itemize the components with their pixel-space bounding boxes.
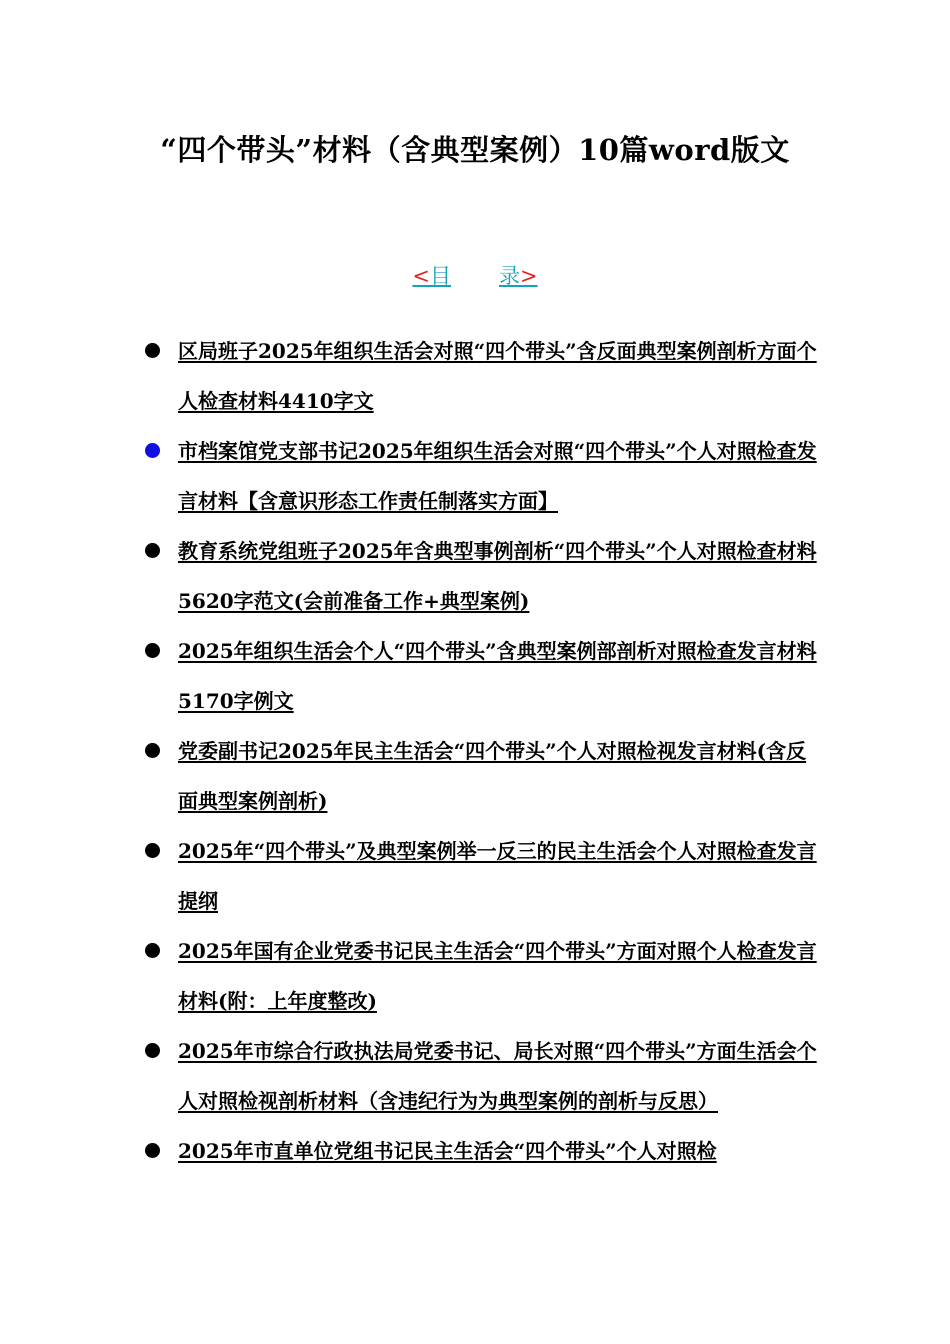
toc-item	[0, 1026, 950, 1126]
bullet-icon	[145, 543, 160, 558]
toc-item	[0, 626, 950, 726]
toc-item-link[interactable]: 2025年市综合行政执法局党委书记、局长对照“四个带头”方面生活会个人对照检视剖析材料（含违纪行为为典型案例的剖析与反思）	[178, 1039, 817, 1113]
toc-item-link[interactable]: 2025年国有企业党委书记民主生活会“四个带头”方面对照个人检查发言材料(附：上年度整改)	[178, 939, 817, 1013]
bullet-icon	[145, 743, 160, 758]
toc-item-link[interactable]: 区局班子2025年组织生活会对照“四个带头”含反面典型案例剖析方面个人检查材料4410字文	[178, 339, 817, 413]
toc-item	[0, 826, 950, 926]
bullet-icon	[145, 1043, 160, 1058]
toc-item	[0, 926, 950, 1026]
toc-item	[0, 326, 950, 426]
toc-heading-left: 目	[430, 264, 451, 288]
toc-item-link[interactable]: 教育系统党组班子2025年含典型事例剖析“四个带头”个人对照检查材料5620字范文(会前准备工作+典型案例)	[178, 539, 817, 613]
toc-heading-right: 录	[499, 264, 520, 288]
toc-item	[0, 1126, 950, 1176]
bullet-icon	[145, 843, 160, 858]
toc-item-link[interactable]: 2025年市直单位党组书记民主生活会“四个带头”个人对照检	[178, 1139, 717, 1163]
bullet-icon	[145, 643, 160, 658]
toc-heading-link[interactable]	[412, 264, 537, 288]
toc-heading	[0, 260, 950, 290]
bullet-icon	[145, 443, 160, 458]
toc-item-link[interactable]: 市档案馆党支部书记2025年组织生活会对照“四个带头”个人对照检查发言材料【含意识形态工作责任制落实方面】	[178, 439, 817, 513]
bullet-icon	[145, 943, 160, 958]
toc-item	[0, 726, 950, 826]
toc-open-bracket: <	[412, 264, 430, 288]
toc-item	[0, 526, 950, 626]
bullet-icon	[145, 1143, 160, 1158]
toc-item-link[interactable]: 党委副书记2025年民主生活会“四个带头”个人对照检视发言材料(含反面典型案例剖析)	[178, 739, 807, 813]
toc-item-link[interactable]: 2025年“四个带头”及典型案例举一反三的民主生活会个人对照检查发言提纲	[178, 839, 817, 913]
toc-list	[0, 326, 950, 1176]
toc-item	[0, 426, 950, 526]
document-title: “四个带头”材料（含典型案例）10篇word版文	[160, 133, 790, 167]
toc-close-bracket: >	[520, 264, 538, 288]
toc-item-link[interactable]: 2025年组织生活会个人“四个带头”含典型案例部剖析对照检查发言材料5170字例文	[178, 639, 817, 713]
bullet-icon	[145, 343, 160, 358]
